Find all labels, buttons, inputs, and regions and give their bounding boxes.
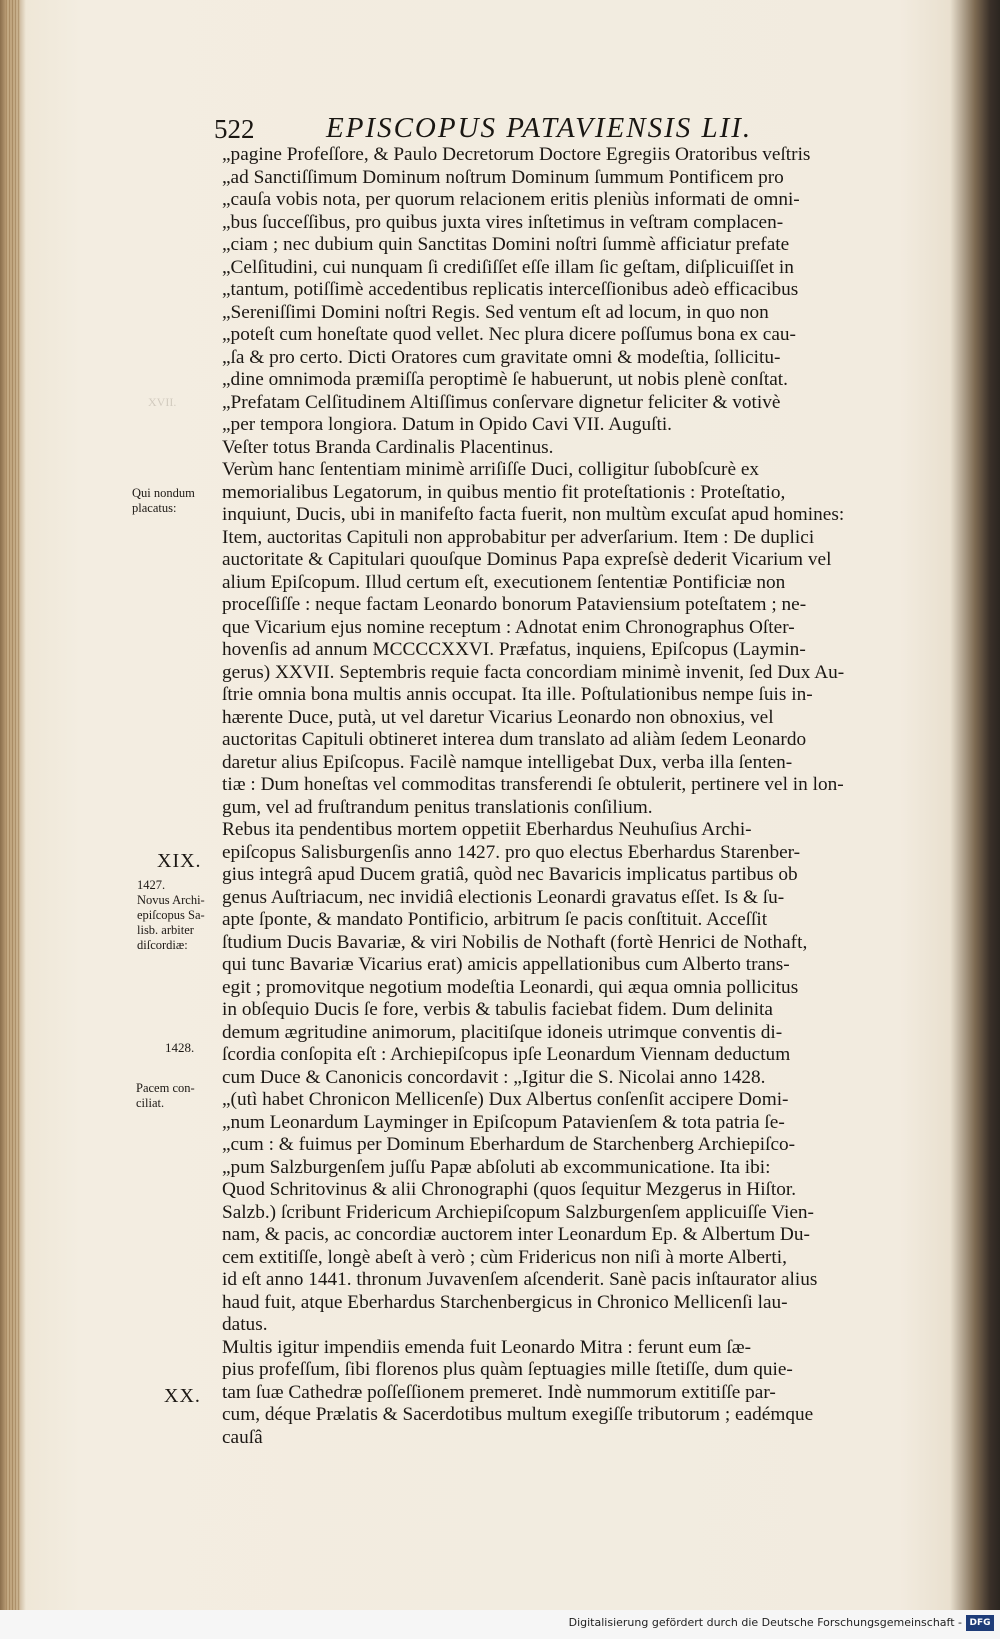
text-line: „poteſt cum honeſtate quod vellet. Nec plura dicere poſſumus bona ex cau- [222, 324, 796, 345]
text-line: „Prefatam Celſitudinem Altiſſimus conſervare dignetur feliciter & votivè [222, 391, 781, 413]
text-line: „bus ſucceſſibus, pro quibus juxta vires inſtetimus in veſtram complacen- [222, 211, 784, 233]
text-line: auctoritas Capituli obtineret interea dum translato ad aliàm ſedem Leonardo [222, 729, 807, 750]
margin-number-xx: XX. [164, 1385, 201, 1407]
text-line: que Vicarium ejus nomine receptum : Adnotat enim Chronographus Oſter- [222, 616, 795, 638]
text-line: cum, déque Prælatis & Sacerdotibus multum exegiſſe tributorum ; eadémque [222, 1404, 814, 1425]
text-line: cum Duce & Canonicis concordavit : „Igitur die S. Nicolai anno 1428. [222, 1066, 766, 1088]
text-line: proceſſiſſe : neque factam Leonardo bonorum Pataviensium poteſtatem ; ne- [222, 594, 807, 615]
text-line: genus Auſtriacum, nec invidiâ electionis Leonardi gravatus eſſet. Is & ſu- [222, 886, 785, 908]
text-line: „pum Salzburgenſem juſſu Papæ abſoluti ab excommunicatione. Ita ibi: [222, 1156, 771, 1178]
body-text [222, 144, 940, 1449]
text-line: alium Epiſcopum. Illud certum eſt, executionem ſententiæ Pontificiæ non [222, 571, 786, 593]
text-line: daretur alius Epiſcopus. Facilè namque intelligebat Dux, verba illa ſenten- [222, 751, 793, 773]
margin-number-xix: XIX. [157, 850, 202, 872]
text-line: cem extitiſſe, longè abeſt à verò ; cùm Fridericus non niſi à morte Alberti, [222, 1246, 787, 1268]
text-line: qui tunc Bavariæ Vicarius erat) amicis appellationibus cum Alberto trans- [222, 954, 790, 975]
text-line: gerus) XXVII. Septembris requie facta concordiam minimè invenit, ſed Dux Au- [222, 661, 845, 683]
text-line: Salzb.) ſcribunt Fridericum Archiepiſcopum Salzburgenſem applicuiſſe Vien- [222, 1201, 814, 1223]
text-line: auctoritate & Capitulari quouſque Dominus Papa expreſsè dederit Vicarium vel [222, 549, 832, 570]
text-line: ſtrie omnia bona multis annis occupat. Ita ille. Poſtulationibus nempe ſuis in- [222, 684, 813, 705]
text-line: Verùm hanc ſententiam minimè arriſiſſe Duci, colligitur ſubobſcurè ex [222, 459, 760, 480]
margin-note-novus-archiepiscopus: 1427. Novus Archi- epiſcopus Sa- lisb. arbiter diſcordiæ: [137, 878, 205, 952]
text-line: „Celſitudini, cui nunquam ſi crediſiſſet eſſe illam ſic geſtam, diſplicuiſſet in [222, 256, 794, 278]
page-edge [6, 0, 20, 1610]
margin-note-qui-nondum: Qui nondum placatus: [132, 486, 195, 515]
bleed-through-text: XVII. [148, 395, 177, 409]
margin-year-1428: 1428. [165, 1040, 195, 1055]
page-header [214, 108, 814, 148]
text-line: tiæ : Dum honeſtas vel commoditas transferendi ſe obtulerit, pertinere vel in lon- [222, 774, 844, 795]
text-line: gum, vel ad fruſtrandum penitus translationis conſilium. [222, 796, 653, 818]
text-line: „ſa & pro certo. Dicti Oratores cum gravitate omni & modeſtia, ſollicitu- [222, 346, 781, 368]
text-line: Item, auctoritas Capituli non approbabitur per adverſarium. Item : De duplici [222, 526, 815, 548]
text-line: Veſter totus Branda Cardinalis Placentinus. [222, 436, 554, 458]
text-line: egit ; promovitque negotium modeſtia Leonardi, qui æqua omnia pollicitus [222, 976, 799, 998]
text-line: Multis igitur impendiis emenda fuit Leonardo Mitra : ferunt eum ſæ- [222, 1336, 752, 1358]
text-line: demum ægritudine animorum, placitiſque idoneis utrimque conventis di- [222, 1021, 783, 1043]
text-line: gius integrâ apud Ducem gratiâ, quòd nec Bavaricis implicatus partibus ob [222, 864, 798, 885]
text-line: epiſcopus Salisburgenſis anno 1427. pro quo electus Eberhardus Starenber- [222, 841, 801, 863]
text-line: „cauſa vobis nota, per quorum relacionem eritis pleniùs informati de omni- [222, 189, 800, 210]
footer-bar [0, 1610, 1000, 1639]
text-line: inquiunt, Ducis, ubi in manifeſto facta fuerit, non multùm excuſat apud homines: [222, 504, 845, 525]
text-line: Quod Schritovinus & alii Chronographi (quos ſequitur Mezgerus in Hiſtor. [222, 1179, 797, 1200]
text-line: tam ſuæ Cathedræ poſſeſſionem premeret. Indè nummorum extitiſſe par- [222, 1381, 776, 1403]
text-line: „num Leonardum Layminger in Epiſcopum Patavienſem & tota patria ſe- [222, 1111, 785, 1133]
text-line: hovenſis ad annum MCCCCXXVI. Præfatus, inquiens, Epiſcopus (Laymin- [222, 639, 806, 660]
margin-note-pacem-conciliat: Pacem con- ciliat. [136, 1081, 195, 1110]
running-title: EPISCOPUS PATAVIENSIS LII. [326, 112, 753, 144]
text-line: Rebus ita pendentibus mortem oppetiit Eberhardus Neuhuſius Archi- [222, 819, 752, 840]
text-line: „tantum, potiſſimè accedentibus replicatis interceſſionibus adeò efficacibus [222, 279, 799, 300]
dfg-logo-icon: DFG [966, 1615, 994, 1631]
text-line: ſcordia conſopita eſt : Archiepiſcopus ipſe Leonardum Viennam deductum [222, 1044, 791, 1065]
text-line: „dine omnimoda præmiſſa peroptimè ſe habuerunt, ut nobis plenè conſtat. [222, 369, 788, 390]
text-line: memorialibus Legatorum, in quibus mentio fit proteſtationis : Proteſtatio, [222, 481, 786, 503]
text-line: „per tempora longiora. Datum in Opido Cavi VII. Auguſti. [222, 414, 672, 435]
text-line: „ad Sanctiſſimum Dominum noſtrum Dominum ſummum Pontificem pro [222, 166, 784, 188]
text-line: apte ſponte, & mandato Pontificio, arbitrum ſe pacis conſtituit. Acceſſit [222, 909, 768, 930]
digitization-credit: Digitalisierung gefördert durch die Deutsche Forschungsgemeinschaft - [568, 1616, 962, 1629]
text-line: in obſequio Ducis ſe fore, verbis & tabulis faciebat fidem. Dum delinita [222, 999, 773, 1020]
text-line: pius profeſſum, ſibi florenos plus quàm ſeptuagies mille ſtetiſſe, dum quie- [222, 1359, 793, 1380]
text-line: cauſâ [222, 1426, 263, 1448]
page-number: 522 [214, 114, 255, 144]
text-line: hærente Duce, putà, ut vel daretur Vicarius Leonardo non obnoxius, vel [222, 706, 774, 728]
text-line: „(utì habet Chronicon Mellicenſe) Dux Albertus conſenſit accipere Domi- [222, 1089, 789, 1110]
text-line: id eſt anno 1441. thronum Juvavenſem aſcenderit. Sanè pacis inſtaurator alius [222, 1269, 818, 1290]
text-line: ſtudium Ducis Bavariæ, & viri Nobilis de Nothaft (fortè Henrici de Nothaft, [222, 931, 808, 953]
text-line: datus. [222, 1314, 268, 1335]
text-line: haud fuit, atque Eberhardus Starchenbergicus in Chronico Mellicenſi lau- [222, 1291, 788, 1313]
text-line: „ciam ; nec dubium quin Sanctitas Domini noſtri ſummè afficiatur prefate [222, 234, 790, 255]
text-line: „cum : & fuimus per Dominum Eberhardum de Starchenberg Archiepiſco- [222, 1134, 796, 1155]
text-line: „Sereniſſimi Domini noſtri Regis. Sed ventum eſt ad locum, in quo non [222, 301, 769, 323]
text-line: nam, & pacis, ac concordiæ auctorem inter Leonardum Ep. & Albertum Du- [222, 1224, 810, 1245]
text-line: „pagine Profeſſore, & Paulo Decretorum Doctore Egregiis Oratoribus veſtris [222, 144, 811, 165]
